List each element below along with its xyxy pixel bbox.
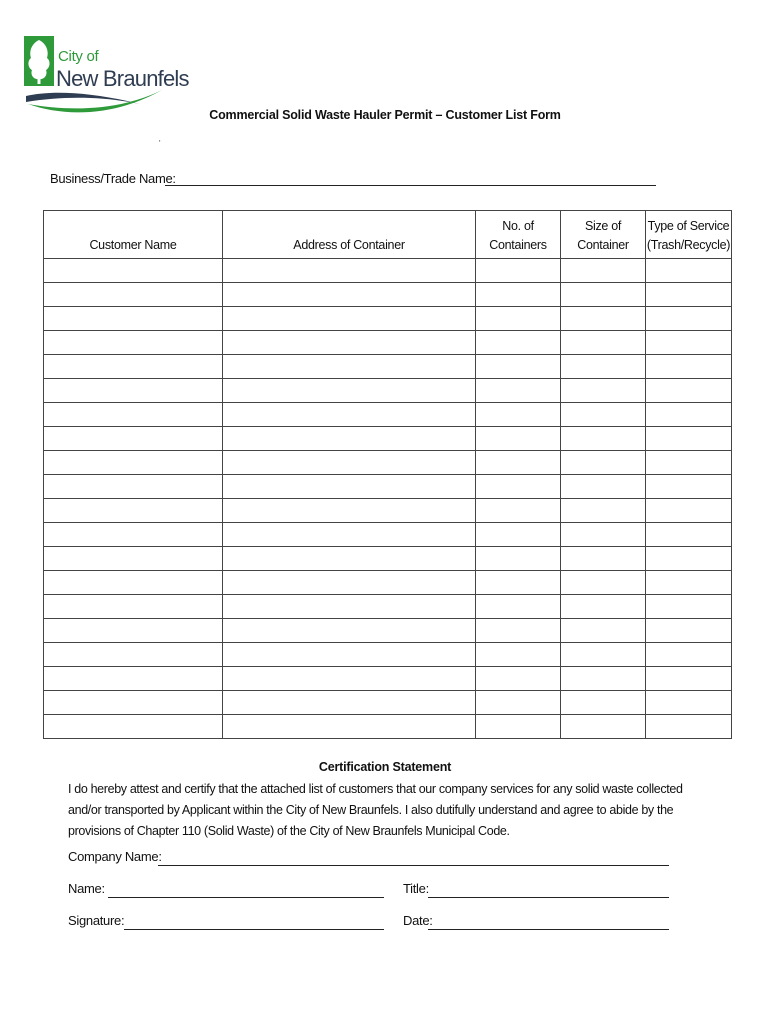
table-row — [44, 307, 732, 331]
table-body — [44, 259, 732, 739]
address-cell[interactable] — [223, 523, 476, 547]
table-row — [44, 259, 732, 283]
certification-text: I do hereby attest and certify that the attached list of customers that our company services for any solid waste collected and/or transported by Applicant within the City of New Braunfels. I also dutifully understand and agree to abide by the provisions of Chapter 110 (Solid Waste) of the City of New Braunfels Municipal Code. — [68, 782, 683, 838]
customer-name-cell[interactable] — [44, 619, 223, 643]
container-size-cell[interactable] — [561, 619, 646, 643]
service-type-cell[interactable] — [646, 475, 732, 499]
business-name-label: Business/Trade Name: — [50, 171, 176, 186]
customer-name-cell[interactable] — [44, 259, 223, 283]
containers-count-cell[interactable] — [476, 691, 561, 715]
service-type-cell[interactable] — [646, 307, 732, 331]
containers-count-cell[interactable] — [476, 667, 561, 691]
containers-count-cell[interactable] — [476, 643, 561, 667]
address-cell[interactable] — [223, 379, 476, 403]
title-field[interactable] — [428, 897, 669, 898]
logo-city-of: City of — [58, 48, 99, 65]
containers-count-cell[interactable] — [476, 379, 561, 403]
customer-name-cell[interactable] — [44, 691, 223, 715]
customer-name-cell[interactable] — [44, 355, 223, 379]
company-name-label: Company Name: — [68, 849, 162, 864]
service-type-cell[interactable] — [646, 427, 732, 451]
address-cell[interactable] — [223, 547, 476, 571]
address-cell[interactable] — [223, 259, 476, 283]
containers-count-cell[interactable] — [476, 451, 561, 475]
containers-count-cell[interactable] — [476, 475, 561, 499]
table-row — [44, 667, 732, 691]
service-type-cell[interactable] — [646, 595, 732, 619]
customer-name-cell[interactable] — [44, 547, 223, 571]
service-type-cell[interactable] — [646, 691, 732, 715]
customer-name-cell[interactable] — [44, 331, 223, 355]
service-type-cell[interactable] — [646, 283, 732, 307]
containers-count-cell[interactable] — [476, 715, 561, 739]
containers-count-cell[interactable] — [476, 523, 561, 547]
container-size-cell[interactable] — [561, 715, 646, 739]
containers-count-cell[interactable] — [476, 547, 561, 571]
table-row — [44, 283, 732, 307]
company-name-field[interactable] — [158, 865, 669, 866]
table-row — [44, 355, 732, 379]
customer-name-cell[interactable] — [44, 283, 223, 307]
service-type-cell[interactable] — [646, 619, 732, 643]
service-type-cell[interactable] — [646, 643, 732, 667]
title-label: Title: — [403, 881, 429, 896]
address-cell[interactable] — [223, 307, 476, 331]
customer-list-table — [43, 210, 732, 739]
containers-count-cell[interactable] — [476, 307, 561, 331]
stray-mark: ' — [159, 139, 161, 148]
customer-name-cell[interactable] — [44, 451, 223, 475]
table-row — [44, 523, 732, 547]
containers-count-cell[interactable] — [476, 595, 561, 619]
service-type-cell[interactable] — [646, 571, 732, 595]
container-size-cell[interactable] — [561, 379, 646, 403]
address-cell[interactable] — [223, 475, 476, 499]
container-size-cell[interactable] — [561, 259, 646, 283]
containers-count-cell[interactable] — [476, 331, 561, 355]
service-type-cell[interactable] — [646, 403, 732, 427]
address-cell[interactable] — [223, 715, 476, 739]
table-row — [44, 691, 732, 715]
table-row — [44, 379, 732, 403]
address-cell[interactable] — [223, 355, 476, 379]
customer-name-cell[interactable] — [44, 403, 223, 427]
table-row — [44, 427, 732, 451]
address-cell[interactable] — [223, 451, 476, 475]
table-row — [44, 547, 732, 571]
container-size-cell[interactable] — [561, 571, 646, 595]
customer-name-cell[interactable] — [44, 715, 223, 739]
service-type-cell[interactable] — [646, 547, 732, 571]
signature-label: Signature: — [68, 913, 125, 928]
container-size-cell[interactable] — [561, 643, 646, 667]
address-cell[interactable] — [223, 571, 476, 595]
header-no-of-containers: No. of Containers — [476, 211, 561, 259]
address-cell[interactable] — [223, 499, 476, 523]
container-size-cell[interactable] — [561, 595, 646, 619]
service-type-cell[interactable] — [646, 667, 732, 691]
table-row — [44, 451, 732, 475]
address-cell[interactable] — [223, 331, 476, 355]
table-row — [44, 619, 732, 643]
address-cell[interactable] — [223, 595, 476, 619]
containers-count-cell[interactable] — [476, 355, 561, 379]
service-type-cell[interactable] — [646, 715, 732, 739]
containers-count-cell[interactable] — [476, 283, 561, 307]
service-type-cell[interactable] — [646, 379, 732, 403]
name-field[interactable] — [108, 897, 384, 898]
customer-name-cell[interactable] — [44, 427, 223, 451]
customer-name-cell[interactable] — [44, 523, 223, 547]
container-size-cell[interactable] — [561, 331, 646, 355]
customer-name-cell[interactable] — [44, 307, 223, 331]
header-type-of-service: Type of Service (Trash/Recycle) — [646, 211, 732, 259]
container-size-cell[interactable] — [561, 547, 646, 571]
container-size-cell[interactable] — [561, 667, 646, 691]
container-size-cell[interactable] — [561, 355, 646, 379]
address-cell[interactable] — [223, 667, 476, 691]
date-field[interactable] — [428, 929, 669, 930]
customer-name-cell[interactable] — [44, 643, 223, 667]
container-size-cell[interactable] — [561, 499, 646, 523]
customer-name-cell[interactable] — [44, 499, 223, 523]
header-size-of-container: Size of Container — [561, 211, 646, 259]
header-customer-name: Customer Name — [44, 211, 223, 259]
service-type-cell[interactable] — [646, 451, 732, 475]
customer-name-cell[interactable] — [44, 379, 223, 403]
container-size-cell[interactable] — [561, 283, 646, 307]
date-label: Date: — [403, 913, 433, 928]
customer-name-cell[interactable] — [44, 667, 223, 691]
container-size-cell[interactable] — [561, 451, 646, 475]
table-row — [44, 331, 732, 355]
containers-count-cell[interactable] — [476, 619, 561, 643]
service-type-cell[interactable] — [646, 499, 732, 523]
table-row — [44, 475, 732, 499]
table-row — [44, 715, 732, 739]
table-row — [44, 643, 732, 667]
container-size-cell[interactable] — [561, 475, 646, 499]
business-name-field[interactable] — [165, 185, 656, 186]
address-cell[interactable] — [223, 619, 476, 643]
container-size-cell[interactable] — [561, 403, 646, 427]
table-row — [44, 595, 732, 619]
table-header-row — [44, 211, 732, 259]
containers-count-cell[interactable] — [476, 427, 561, 451]
containers-count-cell[interactable] — [476, 403, 561, 427]
table-row — [44, 403, 732, 427]
service-type-cell[interactable] — [646, 523, 732, 547]
container-size-cell[interactable] — [561, 307, 646, 331]
container-size-cell[interactable] — [561, 427, 646, 451]
address-cell[interactable] — [223, 643, 476, 667]
certification-title: Certification Statement — [318, 760, 452, 774]
container-size-cell[interactable] — [561, 691, 646, 715]
signature-field[interactable] — [124, 929, 384, 930]
service-type-cell[interactable] — [646, 331, 732, 355]
containers-count-cell[interactable] — [476, 571, 561, 595]
address-cell[interactable] — [223, 283, 476, 307]
container-size-cell[interactable] — [561, 523, 646, 547]
table-row — [44, 499, 732, 523]
service-type-cell[interactable] — [646, 259, 732, 283]
name-label: Name: — [68, 881, 105, 896]
customer-name-cell[interactable] — [44, 595, 223, 619]
address-cell[interactable] — [223, 403, 476, 427]
service-type-cell[interactable] — [646, 355, 732, 379]
address-cell[interactable] — [223, 427, 476, 451]
customer-name-cell[interactable] — [44, 475, 223, 499]
customer-name-cell[interactable] — [44, 571, 223, 595]
table-row — [44, 571, 732, 595]
containers-count-cell[interactable] — [476, 499, 561, 523]
header-address-of-container: Address of Container — [223, 211, 476, 259]
form-title: Commercial Solid Waste Hauler Permit – Customer List Form — [209, 108, 561, 122]
containers-count-cell[interactable] — [476, 259, 561, 283]
logo-city-name: New Braunfels — [56, 66, 189, 91]
address-cell[interactable] — [223, 691, 476, 715]
